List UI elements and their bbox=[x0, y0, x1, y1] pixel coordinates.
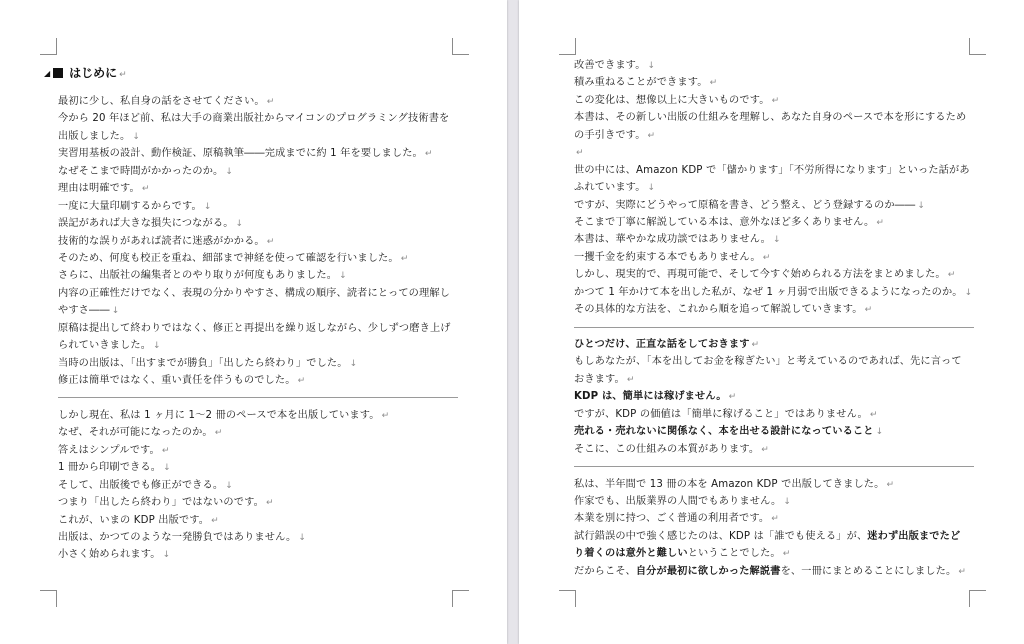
left-page-body[interactable] bbox=[58, 93, 458, 564]
line-break-mark-icon: ↓ bbox=[162, 550, 171, 561]
paragraph-mark-icon: ↵ bbox=[119, 70, 127, 80]
text-line bbox=[58, 529, 458, 546]
text-line bbox=[574, 528, 974, 545]
paragraph-mark-icon: ↵ bbox=[381, 410, 390, 421]
paragraph-mark-icon: ↵ bbox=[886, 479, 895, 490]
horizontal-rule bbox=[574, 458, 974, 475]
line-text: ひとつだけ、正直な話をしておきます bbox=[574, 339, 750, 350]
text-line bbox=[574, 423, 974, 440]
text-line bbox=[58, 424, 458, 441]
text-line bbox=[574, 371, 974, 388]
line-break-mark-icon: ↓ bbox=[111, 306, 120, 317]
line-text: しかし、現実的で、再現可能で、そして今すぐ始められる方法をまとめました。 bbox=[574, 269, 946, 281]
line-text: その具体的な方法を、これから順を追って解説していきます。 bbox=[574, 304, 863, 316]
line-text: ですが、実際にどうやって原稿を書き、どう整え、どう登録するのか―― bbox=[574, 199, 916, 211]
line-text: つまり「出したら終わり」ではないのです。 bbox=[58, 497, 264, 509]
text-line bbox=[58, 512, 458, 529]
line-text: 当時の出版は、「出すまでが勝負」「出したら終わり」でした。 bbox=[58, 357, 348, 369]
paragraph-mark-icon: ↵ bbox=[947, 270, 956, 281]
text-line bbox=[574, 74, 974, 91]
square-bullet-icon bbox=[53, 68, 63, 78]
paragraph-mark-icon: ↵ bbox=[751, 340, 760, 350]
text-line bbox=[58, 302, 458, 319]
line-text: これが、いまの KDP 出版です。 bbox=[58, 514, 210, 526]
collapse-triangle-icon[interactable]: ◢ bbox=[44, 69, 51, 78]
horizontal-rule bbox=[574, 319, 974, 336]
line-text: 技術的な誤りがあれば読者に迷惑がかかる。 bbox=[58, 235, 265, 247]
text-line bbox=[574, 144, 974, 161]
line-text: 理由は明確です。 bbox=[58, 183, 140, 195]
line-text: 世の中には、Amazon KDP で「儲かります」「不労所得になります」といった話があ bbox=[574, 164, 970, 176]
line-text: 本業を別に持つ、ごく普通の利用者です。 bbox=[574, 513, 770, 525]
paragraph-mark-icon: ↵ bbox=[626, 374, 635, 385]
text-line bbox=[574, 388, 974, 405]
bold-text-segment: り着くのは意外と難しい bbox=[574, 548, 688, 560]
paragraph-mark-icon: ↵ bbox=[771, 514, 779, 525]
paragraph-mark-icon: ↵ bbox=[424, 149, 433, 160]
line-text: 売れる・売れないに関係なく、本を出せる設計になっていること bbox=[574, 426, 874, 438]
text-line bbox=[574, 493, 974, 510]
line-text: 1 冊から印刷できる。 bbox=[58, 462, 162, 474]
line-break-mark-icon: ↓ bbox=[163, 463, 171, 474]
text-line bbox=[574, 92, 974, 109]
text-line bbox=[58, 145, 458, 162]
crop-mark-top-right bbox=[969, 38, 986, 55]
paragraph-mark-icon: ↵ bbox=[266, 97, 275, 107]
line-break-mark-icon: ↓ bbox=[339, 271, 347, 282]
text-line bbox=[574, 231, 974, 248]
paragraph-mark-icon: ↵ bbox=[400, 253, 409, 264]
line-text: 今から 20 年ほど前、私は大手の商業出版社からマイコンのプログラミング技術書を bbox=[58, 113, 450, 125]
crop-mark-top-left bbox=[559, 38, 576, 55]
line-break-mark-icon: ↓ bbox=[225, 166, 234, 177]
text-line bbox=[574, 179, 974, 196]
horizontal-rule bbox=[58, 389, 458, 406]
text-line bbox=[58, 93, 458, 110]
line-break-mark-icon: ↓ bbox=[773, 235, 781, 246]
text-line bbox=[58, 546, 458, 563]
crop-mark-bottom-right bbox=[452, 590, 469, 607]
line-text: この変化は、想像以上に大きいものです。 bbox=[574, 94, 770, 106]
line-break-mark-icon: ↓ bbox=[153, 341, 161, 352]
text-line bbox=[574, 197, 974, 214]
line-text: そして、出版後でも修正ができる。 bbox=[58, 479, 224, 491]
paragraph-mark-icon: ↵ bbox=[771, 95, 780, 106]
text-line bbox=[574, 127, 974, 144]
line-text: 改善できます。 bbox=[574, 60, 646, 71]
line-text: られていきました。 bbox=[58, 340, 152, 352]
paragraph-mark-icon: ↵ bbox=[265, 498, 274, 509]
text-line bbox=[574, 249, 974, 266]
paragraph-mark-icon: ↵ bbox=[214, 428, 223, 439]
line-text: かつて 1 年かけて本を出した私が、なぜ 1 ヶ月弱で出版できるようになったのか。 bbox=[574, 286, 963, 298]
line-text: しかし現在、私は 1 ヶ月に 1～2 冊のペースで本を出版しています。 bbox=[58, 409, 380, 421]
line-text: KDP は、簡単には稼げません。 bbox=[574, 391, 727, 403]
text-line bbox=[574, 510, 974, 527]
line-text: 実習用基板の設計、動作検証、原稿執筆――完成までに約 1 年を要しました。 bbox=[58, 148, 423, 160]
bold-text-segment: 自分が最初に欲しかった解説書 bbox=[635, 565, 781, 577]
paragraph-mark-icon: ↵ bbox=[762, 252, 771, 263]
paragraph-mark-icon: ↵ bbox=[869, 409, 878, 420]
text-line bbox=[58, 407, 458, 424]
line-break-mark-icon: ↓ bbox=[783, 496, 792, 507]
paragraph-mark-icon: ↵ bbox=[782, 549, 791, 560]
line-text: 作家でも、出版業界の人間でもありません。 bbox=[574, 495, 782, 507]
line-break-mark-icon: ↓ bbox=[875, 427, 884, 438]
line-text: 小さく始められます。 bbox=[58, 549, 161, 561]
line-break-mark-icon: ↓ bbox=[647, 61, 656, 71]
text-segment: を、一冊にまとめることにしました。 bbox=[780, 565, 957, 577]
text-segment: だからこそ、 bbox=[574, 565, 636, 577]
text-line bbox=[58, 198, 458, 215]
line-break-mark-icon: ↓ bbox=[298, 532, 307, 543]
line-text: 本書は、その新しい出版の仕組みを理解し、あなた自身のペースで本を形にするため bbox=[574, 112, 967, 124]
text-line bbox=[574, 476, 974, 493]
line-text: 本書は、華やかな成功談ではありません。 bbox=[574, 234, 772, 246]
line-text: 私は、半年間で 13 冊の本を Amazon KDP で出版してきました。 bbox=[574, 478, 885, 490]
line-text: 答えはシンプルです。 bbox=[58, 444, 160, 456]
crop-mark-top-left bbox=[40, 38, 57, 55]
line-text: 最初に少し、私自身の話をさせてください。 bbox=[58, 96, 265, 107]
text-line bbox=[58, 337, 458, 354]
paragraph-mark-icon: ↵ bbox=[728, 392, 737, 403]
paragraph-mark-icon: ↵ bbox=[576, 148, 584, 159]
text-line bbox=[574, 284, 974, 301]
line-text: なぜ、それが可能になったのか。 bbox=[58, 427, 213, 439]
line-text: 修正は簡単ではなく、重い責任を伴うものでした。 bbox=[58, 375, 296, 386]
text-line bbox=[574, 545, 974, 562]
line-break-mark-icon: ↓ bbox=[132, 131, 141, 142]
paragraph-mark-icon: ↵ bbox=[761, 444, 769, 455]
line-break-mark-icon: ↓ bbox=[235, 219, 244, 230]
paragraph-mark-icon: ↵ bbox=[647, 130, 656, 141]
line-text: 出版は、かつてのような一発勝負ではありません。 bbox=[58, 531, 297, 543]
text-line bbox=[58, 163, 458, 180]
line-text: 内容の正確性だけでなく、表現の分かりやすさ、構成の順序、読者にとっての理解し bbox=[58, 287, 451, 299]
text-line bbox=[58, 215, 458, 232]
text-line bbox=[58, 477, 458, 494]
paragraph-mark-icon: ↵ bbox=[709, 78, 718, 89]
paragraph-mark-icon: ↵ bbox=[958, 566, 967, 577]
text-line bbox=[574, 266, 974, 283]
paragraph-mark-icon: ↵ bbox=[211, 515, 219, 526]
text-line bbox=[58, 285, 458, 302]
line-text: そこに、この仕組みの本質があります。 bbox=[574, 443, 760, 455]
text-line bbox=[58, 128, 458, 145]
line-text: さらに、出版社の編集者とのやり取りが何度もありました。 bbox=[58, 270, 338, 282]
right-page-body[interactable] bbox=[574, 57, 974, 580]
text-line bbox=[58, 459, 458, 476]
text-line bbox=[58, 442, 458, 459]
paragraph-mark-icon: ↵ bbox=[864, 305, 873, 316]
text-line bbox=[574, 162, 974, 179]
text-line bbox=[58, 267, 458, 284]
text-segment: 試行錯誤の中で強く感じたのは、KDP は「誰でも使える」が、 bbox=[574, 530, 868, 542]
line-text: そのため、何度も校正を重ね、細部まで神経を使って確認を行いました。 bbox=[58, 252, 399, 264]
text-line bbox=[58, 372, 458, 389]
line-text: おきます。 bbox=[574, 373, 625, 385]
text-line bbox=[574, 336, 974, 353]
paragraph-mark-icon: ↵ bbox=[141, 184, 150, 195]
line-text: 一攫千金を約束する本でもありません。 bbox=[574, 251, 761, 263]
section-heading[interactable] bbox=[44, 64, 127, 81]
line-break-mark-icon: ↓ bbox=[225, 480, 233, 491]
text-line bbox=[574, 441, 974, 458]
text-line bbox=[574, 301, 974, 318]
text-line bbox=[58, 233, 458, 250]
line-break-mark-icon: ↓ bbox=[349, 358, 358, 369]
crop-mark-bottom-left bbox=[559, 590, 576, 607]
line-text: 原稿は提出して終わりではなく、修正と再提出を繰り返しながら、少しずつ磨き上げ bbox=[58, 322, 451, 334]
line-text: ふれています。 bbox=[574, 182, 646, 194]
line-text: 積み重ねることができます。 bbox=[574, 77, 708, 89]
text-segment: ということでした。 bbox=[687, 548, 781, 560]
line-text: 一度に大量印刷するからです。 bbox=[58, 200, 202, 212]
text-line bbox=[574, 563, 974, 580]
line-text: なぜそこまで時間がかかったのか。 bbox=[58, 165, 224, 177]
text-line bbox=[58, 250, 458, 267]
line-text: もしあなたが、「本を出してお金を稼ぎたい」と考えているのであれば、先に言って bbox=[574, 356, 962, 368]
text-line bbox=[574, 406, 974, 423]
paragraph-mark-icon: ↵ bbox=[297, 376, 306, 386]
crop-mark-top-right bbox=[452, 38, 469, 55]
text-line bbox=[574, 353, 974, 370]
line-text: ですが、KDP の価値は「簡単に稼げること」ではありません。 bbox=[574, 408, 868, 420]
paragraph-mark-icon: ↵ bbox=[161, 445, 170, 456]
crop-mark-bottom-left bbox=[40, 590, 57, 607]
line-text: やすさ―― bbox=[58, 305, 110, 317]
line-break-mark-icon: ↓ bbox=[964, 287, 973, 298]
bold-text-segment: 迷わず出版までたど bbox=[867, 530, 961, 542]
text-line bbox=[58, 494, 458, 511]
paragraph-mark-icon: ↵ bbox=[876, 217, 885, 228]
text-line bbox=[58, 320, 458, 337]
line-break-mark-icon: ↓ bbox=[647, 183, 656, 194]
line-break-mark-icon: ↓ bbox=[917, 200, 926, 211]
text-line bbox=[574, 57, 974, 74]
text-line bbox=[574, 109, 974, 126]
text-line bbox=[574, 214, 974, 231]
line-text: の手引きです。 bbox=[574, 129, 646, 141]
heading-text: はじめに bbox=[69, 66, 118, 80]
line-break-mark-icon: ↓ bbox=[203, 201, 212, 212]
line-text: 出版しました。 bbox=[58, 130, 131, 142]
crop-mark-bottom-right bbox=[969, 590, 986, 607]
line-text: 誤記があれば大きな損失につながる。 bbox=[58, 218, 234, 230]
text-line bbox=[58, 355, 458, 372]
text-line bbox=[58, 180, 458, 197]
line-text: そこまで丁寧に解説している本は、意外なほど多くありません。 bbox=[574, 216, 875, 228]
paragraph-mark-icon: ↵ bbox=[266, 236, 275, 247]
text-line bbox=[58, 110, 458, 127]
